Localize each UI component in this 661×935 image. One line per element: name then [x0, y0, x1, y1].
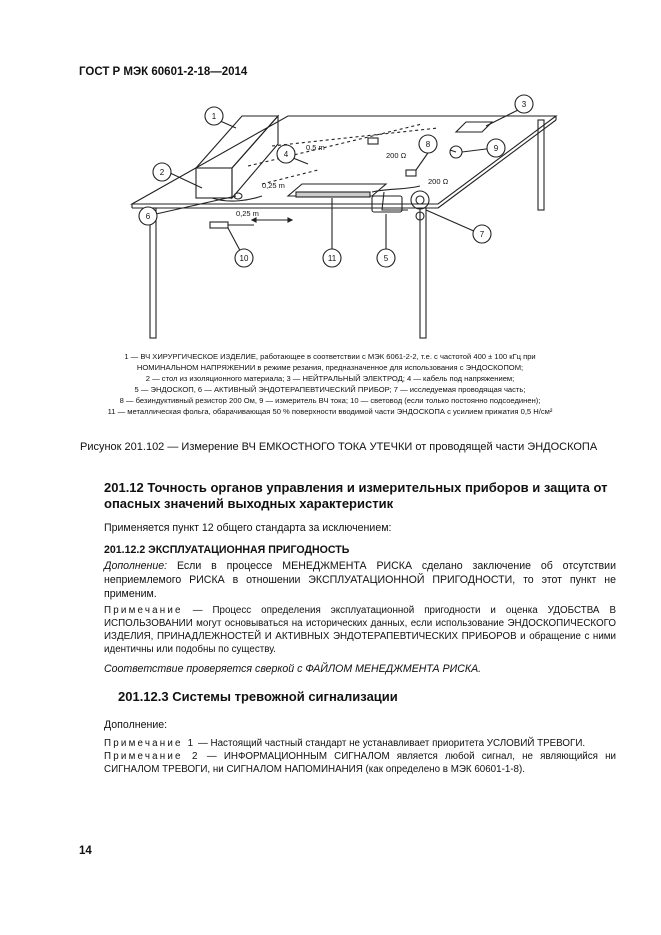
callout-label: 6 — [145, 212, 151, 221]
addition-label-2: Дополнение: — [104, 719, 168, 731]
callout-label: 1 — [211, 112, 217, 121]
note-2-text: — ИНФОРМАЦИОННЫМ СИГНАЛОМ является любой сигнал, не являющийся ни СИГНАЛОМ ТРЕВОГИ, ни СИГНАЛОМ НАПОМИНАНИЯ (как определено в МЭК 60601-1-8). — [104, 751, 617, 775]
note-text: — Процесс определения эксплуатационной пригодности и оценка УДОБСТВА В ИСПОЛЬЗОВАНИИ могут основываться на исторических данных, если использование ЭНДОСКОПИЧЕСКОГО ИЗДЕЛИЯ, ПРИНАДЛЕЖНОСТЕЙ И АКТИВНЫХ ЭНДОТЕРАПЕВТИЧЕСКИХ ПРИБОРОВ и обращение с ними идентичны или подобны по существу. — [104, 605, 616, 655]
distance-label-mid: 0,25 m — [262, 181, 285, 190]
resistor-label: 200 Ω — [386, 151, 407, 160]
resistor-label: 200 Ω — [428, 177, 449, 186]
callout-label: 5 — [383, 254, 389, 263]
table-leg — [538, 120, 544, 210]
note-paragraph — [104, 604, 616, 656]
note-1 — [104, 737, 616, 750]
subsection-heading-201-12-2: 201.12.2 ЭКСПЛУАТАЦИОННАЯ ПРИГОДНОСТЬ — [104, 544, 350, 556]
table-leg — [420, 208, 426, 338]
distance-label-top: 0,5 m — [306, 143, 325, 152]
callout-label: 10 — [239, 254, 249, 263]
callout-label: 2 — [159, 168, 165, 177]
note-1-label: Примечание 1 — [104, 738, 196, 749]
table-leg — [150, 208, 156, 338]
subsection-heading-201-12-3: 201.12.3 Системы тревожной сигнализации — [118, 689, 398, 704]
note-label: Примечание — [104, 605, 183, 616]
figure-caption: Рисунок 201.102 — Измерение ВЧ ЕМКОСТНОГО ТОКА УТЕЧКИ от проводящей части ЭНДОСКОПА — [80, 441, 598, 453]
callout-label: 9 — [493, 144, 499, 153]
figure-legend — [80, 351, 580, 417]
addition-label: Дополнение: — [104, 560, 168, 572]
legend-line: 11 — металлическая фольга, обарачивающая 50 % поверхности вводимой части ЭНДОСКОПА с усилием прижатия 0,5 Н/см² — [107, 407, 553, 416]
callout-label: 11 — [327, 254, 337, 263]
callout-label: 4 — [283, 150, 289, 159]
note-1-text: — Настоящий частный стандарт не устанавливает приоритета УСЛОВИЙ ТРЕВОГИ. — [195, 738, 586, 749]
note-2-label: Примечание 2 — [104, 751, 200, 762]
note-2 — [104, 750, 616, 776]
figure-diagram — [120, 92, 570, 347]
distance-label-low: 0,25 m — [236, 209, 259, 218]
legend-line: 1 — ВЧ ХИРУРГИЧЕСКОЕ ИЗДЕЛИЕ, работающее в соответствии с МЭК 6061-2-2, т.е. с частотой 400 ± 100 кГц при — [124, 352, 536, 361]
callout-label: 8 — [425, 140, 431, 149]
legend-line: 8 — безиндуктивный резистор 200 Ом, 9 — измеритель ВЧ тока; 10 — световод (если только постоянно подсоединен); — [119, 396, 541, 405]
legend-line: 2 — стол из изоляционного материала; 3 — НЕЙТРАЛЬНЫЙ ЭЛЕКТРОД; 4 — кабель под напряжением; — [145, 374, 515, 383]
legend-line: НОМИНАЛЬНОМ НАПРЯЖЕНИИ в режиме резания, предназначенное для использования с ЭНДОСКОПОМ; — [136, 363, 524, 372]
page-number: 14 — [79, 845, 92, 857]
legend-line: 5 — ЭНДОСКОП, 6 — АКТИВНЫЙ ЭНДОТЕРАПЕВТИЧЕСКИЙ ПРИБОР; 7 — исследуемая проводящая часть; — [134, 385, 526, 394]
section-heading-201-12: 201.12 Точность органов управления и измерительных приборов и защита от опасных значений выходных характеристик — [104, 480, 608, 511]
section-intro: Применяется пункт 12 общего стандарта за исключением: — [104, 522, 392, 534]
measurement-setup-drawing — [120, 92, 570, 342]
addition-paragraph — [104, 559, 616, 601]
callout-label: 7 — [479, 230, 485, 239]
callout-label: 3 — [521, 100, 527, 109]
document-header: ГОСТ Р МЭК 60601-2-18—2014 — [79, 66, 248, 78]
addition-text: Если в процессе МЕНЕДЖМЕНТА РИСКА сделано заключение об отсутствии неприемлемого РИСКА в отношении ЭКСПЛУАТАЦИОННОЙ ПРИГОДНОСТИ, то этот пункт не применим. — [104, 560, 616, 600]
compliance-statement: Соответствие проверяется сверкой с ФАЙЛОМ МЕНЕДЖМЕНТА РИСКА. — [104, 663, 482, 675]
